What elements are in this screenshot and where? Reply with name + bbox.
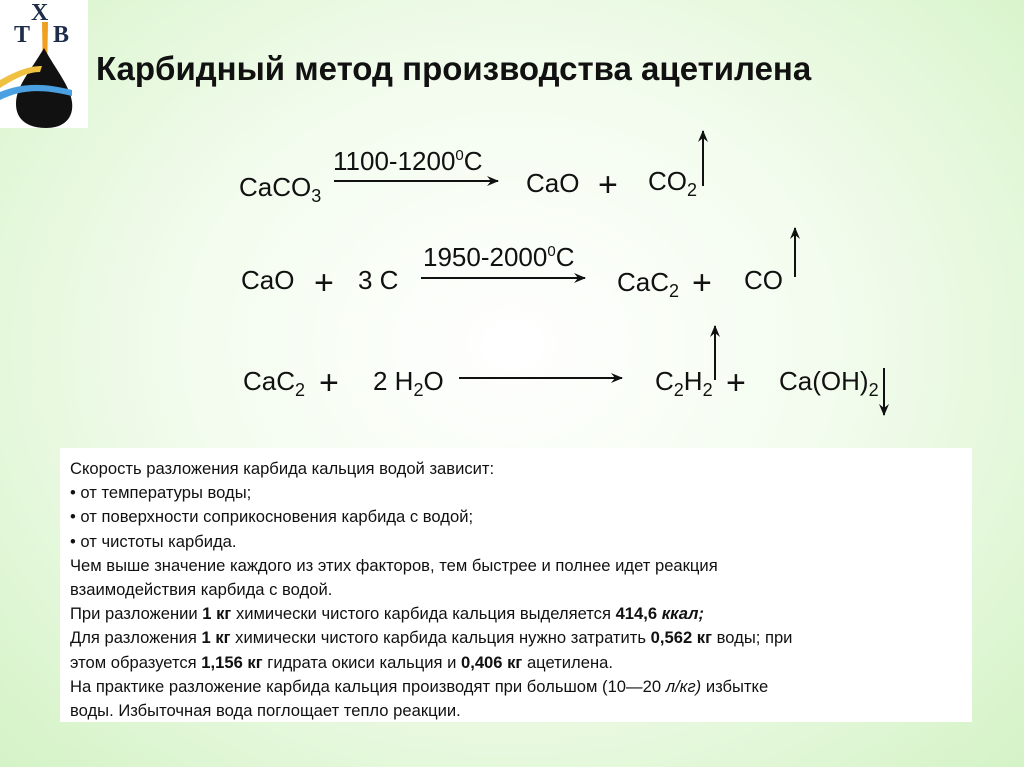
r1-product-1: CaO	[526, 168, 580, 198]
text-line-6: взаимодействия карбида с водой.	[70, 580, 333, 600]
r1-product-2: $CO_2$	[648, 166, 698, 200]
text-line-4: • от чистоты карбида.	[70, 531, 237, 551]
r1-reactant: CaCO$_3$	[239, 172, 322, 206]
r2-product-2: CO	[744, 265, 783, 295]
page-title: Карбидный метод производства ацетилена	[96, 50, 812, 87]
text-line-1: Скорость разложения карбида кальция водой зависит:	[70, 459, 495, 478]
r1-plus: +	[598, 166, 618, 204]
r3-product-1: $C_2H_2$	[655, 366, 713, 400]
text-line-3: • от поверхности соприкосновения карбида с водой;	[70, 507, 474, 527]
r3-plus-2: +	[726, 364, 746, 402]
text-line-9: этом образуется 1,156 кг гидрата окиси кальция и 0,406 кг ацетилена.	[70, 652, 613, 672]
r3-product-2: $Ca(OH)_2$	[779, 366, 879, 400]
logo-letter-t: Т	[14, 22, 31, 48]
r2-plus-1: +	[314, 264, 334, 302]
r3-plus-1: +	[319, 364, 339, 402]
logo-letter-v: В	[53, 22, 70, 48]
description-box	[60, 448, 972, 722]
text-line-10: На практике разложение карбида кальция производят при большом (10—20 л/кг) избытке	[70, 676, 769, 696]
text-line-5: Чем выше значение каждого из этих факторов, тем быстрее и полнее идет реакция	[70, 555, 718, 575]
text-line-11: воды. Избыточная вода поглощает тепло реакции.	[70, 701, 461, 721]
r2-plus-2: +	[692, 264, 712, 302]
text-line-7: При разложении 1 кг химически чистого карбида кальция выделяется 414,6 ккал;	[70, 604, 705, 624]
r3-reactant-1: CaC$_2$	[243, 366, 306, 400]
text-line-2: • от температуры воды;	[70, 483, 252, 503]
r3-reactant-2: 2 $H_2O$	[373, 366, 444, 400]
r1-condition: 1100-1200$^0$C	[333, 146, 483, 176]
logo-letter-x: Х	[31, 0, 49, 26]
r2-reactant-2: 3 C	[358, 265, 399, 295]
r2-reactant-1: CaO	[241, 265, 295, 295]
r2-condition: 1950-2000$^0$C	[423, 242, 575, 272]
text-line-8: Для разложения 1 кг химически чистого карбида кальция нужно затратить 0,562 кг воды; при	[70, 628, 793, 648]
r2-product-1: CaC$_2$	[617, 267, 680, 301]
